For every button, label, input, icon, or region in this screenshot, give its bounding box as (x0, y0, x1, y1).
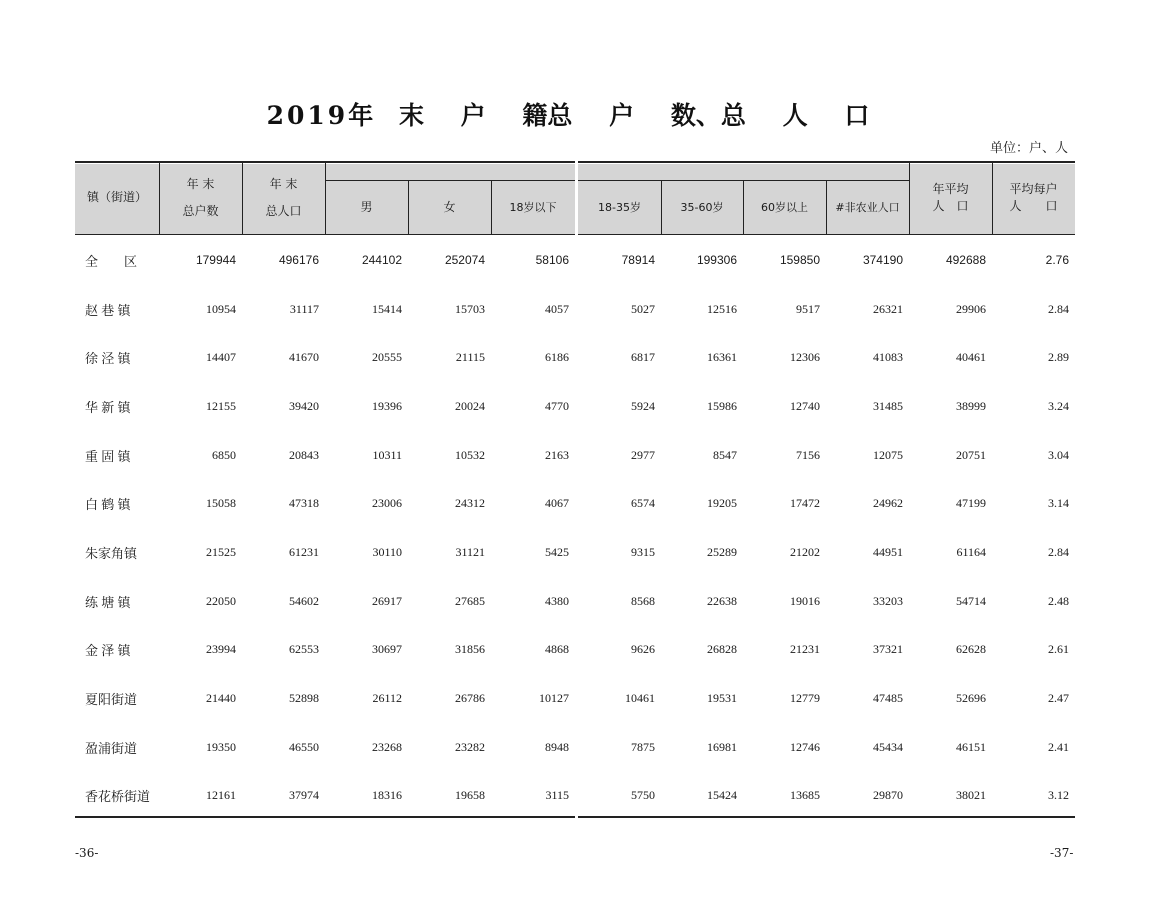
header-avg-pop-top: 年平均 (932, 182, 969, 196)
table-cell: 2.84 (1048, 301, 1069, 316)
table-cell: 20751 (956, 447, 986, 462)
table-cell: 2.76 (1045, 253, 1069, 268)
table-cell: 10532 (455, 447, 485, 462)
table-cell: 6850 (212, 447, 236, 462)
table-cell: 2163 (545, 447, 569, 462)
table-cell: 15703 (455, 301, 485, 316)
table-cell: 3115 (545, 788, 569, 803)
table-cell: 31121 (455, 544, 485, 559)
table-cell: 26321 (873, 301, 903, 316)
table-cell: 46151 (956, 739, 986, 754)
table-cell: 6817 (631, 350, 655, 365)
table-cell: 5425 (545, 544, 569, 559)
title-part: 口 (844, 101, 870, 130)
table-cell: 7156 (796, 447, 820, 462)
table-cell: 24962 (873, 496, 903, 511)
header-male: 男 (360, 200, 373, 214)
table-cell: 41083 (873, 350, 903, 365)
table-cell: 13685 (790, 788, 820, 803)
table-row (75, 577, 1075, 626)
table-cell: 2.48 (1048, 593, 1069, 608)
table-cell: 12746 (790, 739, 820, 754)
table-cell: 374190 (862, 253, 903, 268)
title-part: 户 (609, 101, 635, 130)
table-cell: 21115 (455, 350, 485, 365)
table-cell: 10311 (372, 447, 402, 462)
row-label: 白 鹤 镇 (85, 497, 131, 513)
table-cell: 15414 (372, 301, 402, 316)
table-cell: 7875 (631, 739, 655, 754)
table-cell: 23006 (372, 496, 402, 511)
row-label: 香花桥街道 (85, 789, 151, 805)
title-year: 2019年 (266, 101, 377, 130)
table-bottom-rule-right (578, 816, 1075, 818)
table-cell: 38021 (956, 788, 986, 803)
table-cell: 4380 (545, 593, 569, 608)
table-cell: 4057 (545, 301, 569, 316)
table-cell: 14407 (206, 350, 236, 365)
table-bottom-rule-left (75, 816, 575, 818)
header-avg-per-hh-top: 平均每户 (1009, 182, 1058, 196)
table-cell: 159850 (779, 253, 820, 268)
title-part: 数、总 (670, 101, 746, 130)
table-cell: 27685 (455, 593, 485, 608)
table-cell: 10954 (206, 301, 236, 316)
table-row (75, 723, 1075, 772)
table-cell: 2.84 (1048, 544, 1069, 559)
table-cell: 22638 (707, 593, 737, 608)
table-cell: 18316 (372, 788, 402, 803)
table-cell: 31485 (873, 398, 903, 413)
table-cell: 3.12 (1048, 788, 1069, 803)
table-cell: 12161 (206, 788, 236, 803)
table-cell: 33203 (873, 593, 903, 608)
table-cell: 8948 (545, 739, 569, 754)
header-divider (159, 163, 160, 234)
table-cell: 5750 (631, 788, 655, 803)
table-cell: 21231 (790, 642, 820, 657)
table-cell: 9315 (631, 544, 655, 559)
table-cell: 61164 (956, 544, 986, 559)
header-over60: 60岁以上 (761, 201, 808, 214)
table-cell: 2.47 (1048, 691, 1069, 706)
table-cell: 20555 (372, 350, 402, 365)
table-cell: 54714 (956, 593, 986, 608)
table-cell: 15986 (707, 398, 737, 413)
subheader-rule (326, 180, 910, 181)
table-cell: 26828 (707, 642, 737, 657)
header-households-bottom: 总户数 (182, 204, 219, 218)
table-cell: 17472 (790, 496, 820, 511)
header-age18-35: 18-35岁 (598, 201, 641, 214)
table-cell: 12075 (873, 447, 903, 462)
table-cell: 2977 (631, 447, 655, 462)
table-cell: 38999 (956, 398, 986, 413)
table-cell: 16981 (707, 739, 737, 754)
header-under18: 18岁以下 (509, 201, 557, 214)
table-cell: 41670 (289, 350, 319, 365)
table-cell: 12740 (790, 398, 820, 413)
table-row (75, 479, 1075, 528)
title-part: 末 (398, 101, 424, 130)
table-cell: 15058 (206, 496, 236, 511)
table-title (0, 96, 1150, 132)
table-cell: 3.14 (1048, 496, 1069, 511)
table-cell: 5924 (631, 398, 655, 413)
table-cell: 19205 (707, 496, 737, 511)
table-cell: 3.24 (1048, 398, 1069, 413)
table-cell: 24312 (455, 496, 485, 511)
table-row (75, 431, 1075, 480)
header-households-top: 年 末 (186, 177, 215, 191)
table-cell: 244102 (361, 253, 402, 268)
table-cell: 2.89 (1048, 350, 1069, 365)
header-avg-per-hh-bottom: 人 口 (1009, 199, 1058, 213)
row-label: 徐 泾 镇 (85, 351, 131, 367)
table-cell: 45434 (873, 739, 903, 754)
table-cell: 19350 (206, 739, 236, 754)
table-cell: 21525 (206, 544, 236, 559)
table-cell: 23268 (372, 739, 402, 754)
page-number-right: -37- (1050, 846, 1074, 860)
table-row (75, 626, 1075, 675)
header-avg-pop-bottom: 人 口 (932, 199, 969, 213)
table-cell: 10127 (539, 691, 569, 706)
table-cell: 19531 (707, 691, 737, 706)
table-cell: 62553 (289, 642, 319, 657)
table-cell: 21202 (790, 544, 820, 559)
table-cell: 6574 (631, 496, 655, 511)
header-district: 镇（街道） (86, 190, 147, 204)
row-label: 盈浦街道 (85, 740, 138, 756)
table-cell: 23994 (206, 642, 236, 657)
table-cell: 25289 (707, 544, 737, 559)
table-cell: 6186 (545, 350, 569, 365)
table-cell: 12155 (206, 398, 236, 413)
table-cell: 19658 (455, 788, 485, 803)
table-row (75, 382, 1075, 431)
table-cell: 21440 (206, 691, 236, 706)
table-cell: 54602 (289, 593, 319, 608)
table-cell: 492688 (945, 253, 986, 268)
table-cell: 47318 (289, 496, 319, 511)
table-cell: 3.04 (1048, 447, 1069, 462)
table-cell: 12516 (707, 301, 737, 316)
table-cell: 4067 (545, 496, 569, 511)
row-label: 朱家角镇 (85, 545, 138, 561)
table-cell: 8568 (631, 593, 655, 608)
row-label: 重 固 镇 (85, 448, 131, 464)
table-cell: 26917 (372, 593, 402, 608)
row-label: 华 新 镇 (85, 399, 131, 415)
table-row (75, 236, 1075, 285)
table-row (75, 772, 1075, 821)
table-cell: 78914 (621, 253, 655, 268)
table-cell: 12306 (790, 350, 820, 365)
table-row (75, 528, 1075, 577)
table-cell: 39420 (289, 398, 319, 413)
page-gutter (575, 161, 578, 235)
table-cell: 16361 (707, 350, 737, 365)
table-cell: 46550 (289, 739, 319, 754)
table-cell: 47485 (873, 691, 903, 706)
table-cell: 61231 (289, 544, 319, 559)
header-divider (242, 163, 243, 234)
header-female: 女 (443, 200, 456, 214)
table-cell: 12779 (790, 691, 820, 706)
table-cell: 15424 (707, 788, 737, 803)
table-cell: 58106 (535, 253, 569, 268)
row-label: 夏阳街道 (85, 692, 138, 708)
table-cell: 4770 (545, 398, 569, 413)
table-cell: 8547 (713, 447, 737, 462)
table-cell: 37321 (873, 642, 903, 657)
table-cell: 30110 (372, 544, 402, 559)
table-cell: 29870 (873, 788, 903, 803)
table-cell: 2.41 (1048, 739, 1069, 754)
table-cell: 9517 (796, 301, 820, 316)
header-age35-60: 35-60岁 (680, 201, 724, 214)
table-row (75, 285, 1075, 334)
population-table (75, 236, 1075, 820)
table-cell: 44951 (873, 544, 903, 559)
table-cell: 40461 (956, 350, 986, 365)
table-cell: 2.61 (1048, 642, 1069, 657)
header-top-rule-right (578, 161, 1075, 163)
table-cell: 62628 (956, 642, 986, 657)
table-cell: 37974 (289, 788, 319, 803)
table-row (75, 333, 1075, 382)
table-cell: 19016 (790, 593, 820, 608)
header-non-agri: #非农业人口 (835, 201, 900, 214)
table-cell: 4868 (545, 642, 569, 657)
header-divider (325, 163, 326, 234)
table-row (75, 674, 1075, 723)
row-label: 金 泽 镇 (85, 643, 131, 659)
header-population-top: 年 末 (269, 177, 298, 191)
page-number-left: -36- (75, 846, 99, 860)
title-part: 籍总 (522, 101, 573, 130)
table-cell: 30697 (372, 642, 402, 657)
table-cell: 252074 (444, 253, 485, 268)
table-cell: 47199 (956, 496, 986, 511)
table-cell: 23282 (455, 739, 485, 754)
table-cell: 199306 (696, 253, 737, 268)
title-part: 户 (460, 101, 486, 130)
table-cell: 31856 (455, 642, 485, 657)
unit-label: 单位：户、人 (990, 141, 1069, 156)
table-cell: 22050 (206, 593, 236, 608)
table-cell: 9626 (631, 642, 655, 657)
table-cell: 5027 (631, 301, 655, 316)
title-part: 人 (782, 101, 808, 130)
table-cell: 52696 (956, 691, 986, 706)
table-cell: 20843 (289, 447, 319, 462)
table-cell: 496176 (278, 253, 319, 268)
table-cell: 19396 (372, 398, 402, 413)
row-label: 全 区 (85, 254, 138, 270)
table-cell: 20024 (455, 398, 485, 413)
table-cell: 179944 (195, 253, 236, 268)
table-cell: 26112 (372, 691, 402, 706)
table-cell: 31117 (289, 301, 319, 316)
row-label: 练 塘 镇 (85, 594, 131, 610)
table-cell: 29906 (956, 301, 986, 316)
table-cell: 10461 (625, 691, 655, 706)
header-population-bottom: 总人口 (265, 204, 302, 218)
table-cell: 26786 (455, 691, 485, 706)
row-label: 赵 巷 镇 (85, 302, 131, 318)
table-cell: 52898 (289, 691, 319, 706)
